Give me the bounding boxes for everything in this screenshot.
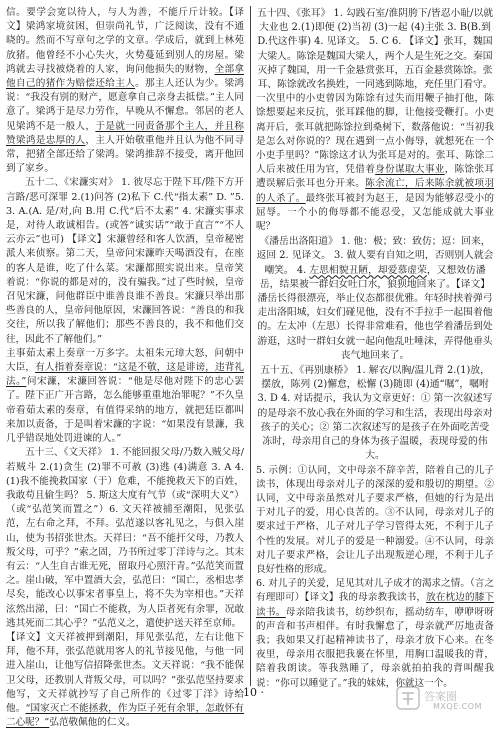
- text-run: 一次里中的小吏曾因为陈馀有过失而用鞭子抽打他，陈馀想要起来反抗，张耳踩他的脚，让他接受鞭打。小吏离开后，张耳就把陈馀拉到桑树下，数落他说：“当初我是怎么对你说的？现在遇到一点小侮辱，就想死在一个小吏手里吗？”陈馀这才认为张耳是对的。张耳、陈馀二人后来被任用为官，凭借着: [256, 93, 494, 176]
- text-run: 主事茹太素上奏章一万多字。太祖朱元璋大怒，问朝中大臣，: [6, 347, 244, 374]
- underlined-phrase: 有人指着奏章说：“这是不敬，这是诽谤，违背礼法。”: [6, 362, 245, 388]
- left-paragraph: [6, 631, 244, 730]
- text-run: 弘范敬佩他的仁义。: [49, 717, 136, 729]
- right-paragraph: [256, 7, 494, 92]
- text-run: 五十二、《宋濂实对》 1. 彼尽忘于陛下耳/陛下方开言路/恶可深罪 2.(1)问答 (2)私下 C.代“指太素” D. ”5. 3. A.(A. 是/对,向 B.用 C.代“后不太素” 4. 宋濂实事求是，对待人敢诚相告。(或答“诚实话”“敢于直言”“不人云亦云”也可) 【译文】宋濂曾经和客人饮酒，皇帝秘密派人来侦察。第二天，皇帝问宋濂昨天喝酒没有，在座的客人是谁，吃了什么菜。宋濂都照实说出来。皇帝笑着说：“你说的都是对的，没有骗我。”过了些时候，皇帝召见宋濂，问他群臣中谁善良谁不善良。宋濂只举出那些善良的人，皇帝问他原因，宋濂回答说：“善良的和我交往，所以我了解他们；那些不善良的，我不和他们交往，因此不了解他们。”: [6, 177, 244, 345]
- text-run: 信。要学会宽以待人，与人为善，不能斤斤计较。【译文】梁鸿家境贫困，但崇尚礼节，广泛阅读，没有不通晓的。然而不写章句之学的文章。学成后，就到上林苑放猪。他曾经不小心失火，火势蔓延到别人的房屋。梁鸿就去寻找被烧着的人家，询问他损失的财物，: [6, 7, 244, 75]
- underlined-phrase: 左思相貌丑陋，却爱慕虚荣: [309, 264, 427, 276]
- text-run: 5. 示例：①认同，文中母亲不辞辛苦，陪着自己的儿子读书，体现出母亲对儿子的深深的爱和殷切的期望。②认同，文中母亲虽然对儿子要求严格，但她的行为是出于对儿子的爱，用心良苦的。③不认同，母亲对儿子的要求过于严格，儿子对儿子学习管得太死，不利于儿子个性的发展。对儿子的爱是一种溺爱。④不认同，母亲对儿子要求严格，会让儿子出现叛逆心理，不利于儿子良好性格的形成。: [256, 464, 494, 575]
- right-paragraph: [256, 464, 494, 578]
- right-column: [256, 6, 495, 689]
- left-paragraph: [6, 176, 244, 346]
- text-run: 最终张耳被封为赵王，是因为能够忍受小的屈辱。一个小的侮辱都不能忍受，又怎能成就大事业呢？: [256, 192, 495, 233]
- text-run: ，又想效仿潘岳，结果被一群妇女吐口水，狼狈地回来了。【译文】潘岳长得很漂亮，举止仪态都很优雅。年轻时挟着弹弓走出洛阳城，妇女们碰见他，没有不手拉手一起围着他的。左太冲（左思）长得非常难看，他也学着潘岳到处游逛，这时一群妇女就一起向他乱吐唾沫，弄得他垂头丧气地回来了。: [257, 264, 493, 361]
- text-run: 五十四、《张耳》 1. 勾践石室/淮阴胯下/皆忍小耻/以就大业也 2.(1)即便 (2)当初 (3)一起 (4)主张 3. B(B.到 D.代这件事) 4. 见译文。 5. C 6. 【译文】张耳，魏国大梁人。陈馀是魏国大梁人，两个人是生死之交。秦国灭掉了魏国，用一千金悬赏张耳，五百金悬赏陈馀。张耳、陈馀就改名换姓，一同逃到陈地，充任里门看守。: [256, 8, 494, 91]
- text-run: 【译文】文天祥被押到潮阳，拜见张弘范，左右让他下拜，他不拜，张弘范就用客人的礼节接见他，与他一同进入崖山，让他写信招降张世杰。文天祥说：“我不能保卫父母，还教别人背叛父母，可以吗？”张弘范坚持要求他写，文天祥就抄写了自己所作的《过零丁洋》诗给他。: [6, 631, 244, 714]
- text-run: 五十三、《文天祥》 1. 不能回报父母/乃数入贼父母/若贼斗 2.(1)贪生 (2)罪不可赦 (3)逃 (4)满意 3. A 4. (1)我不能挽救国家（于）危难，不能挽救天下的百姓，我敢苟且偷生吗？ 5. 斯这大度有气节（或“深明大义”）（或“弘范笑而置之”）6. 文天祥被捕至潮阳，见张弘范，左右命之拜，不拜。弘范遂以客礼见之，与俱入崖山，使为书招张世杰。天祥曰：“吾不能扞父母，乃教人叛父母，可乎？”索之固，乃书所过零丁洋诗与之。其末有云：“人生自古谁无死，留取丹心照汗青。”弘范笑而置之。崖山破，军中置酒大会，弘范曰：“国亡，丞相忠孝尽矣，能改心以事宋者事皇上，将不失为宰相也。”天祥泫然出涕，曰：“国亡不能救，为人臣者死有余罪，况敢逃其死而二其心乎？”弘范义之，遣使护送天祥至京师。: [6, 447, 244, 629]
- text-run: 6. 对儿子的关爱，足见其对儿子成才的渴求之情。（言之有理即可）【译文】我的母亲教我读书，: [256, 578, 494, 604]
- underlined-phrase: 放在枕边的膝下读书。: [256, 592, 495, 618]
- right-paragraph: [256, 235, 494, 363]
- underlined-phrase: 身份谋取大事业: [375, 164, 445, 176]
- underlined-phrase: 全部拿他自己的猪作为赔偿还给主人: [6, 63, 245, 90]
- text-run: ，陈馀张耳遭误解后张耳也分开来。: [256, 164, 495, 190]
- watermark-brand: 答案圈: [424, 690, 457, 703]
- column-divider: [250, 6, 251, 686]
- right-paragraph: [256, 92, 494, 234]
- left-paragraph: [6, 446, 244, 631]
- page-number: · 10 ·: [236, 686, 264, 699]
- left-paragraph: [6, 6, 244, 176]
- underlined-phrase: 陈余流亡，后来陈余就被项羽的人杀了。: [256, 178, 495, 204]
- right-paragraph: [256, 364, 494, 463]
- text-run: 《潘岳出洛阳道》 1. 他：极；致：致仿；逗：回来，返回 2. 见译文。 3. 做人要有自知之明，否则别人就会嘲笑。 4.: [256, 236, 494, 276]
- underlined-phrase: “国家灭亡不能拯救，作为臣子死有余罪，怎敢怀有二心呢？”: [6, 702, 245, 729]
- left-paragraph: [6, 347, 244, 446]
- text-run: 五十五、《再别康桥》 1. 解衣/以胸/温儿背 2.(1)放，摆放，陈列 (2)懈怠，松懈 (3)随即 (4)通“嘱”，嘱咐 3. D 4. 对话提示，我认为文章更好：① 第一次叙述写的是母亲不放心我在外面的学习和生活，表现出母亲对孩子的关心；② 第二次叙述写的是孩子在外面吃苦受冻时，母亲用自己的身体为孩子温暖，表现母爱的伟大。: [257, 365, 493, 462]
- watermark-logo: [396, 685, 492, 711]
- left-column: [6, 6, 245, 729]
- text-run: 母亲陪我读书，纺纱织布，摇动纺车，咿咿呀呀的声音和书声相伴。有时我懈怠了，母亲就严厉地责备我；我如果又打起精神读书了，母亲才放下心来。在冬夜里，母亲用衣服把我裹在怀里，用胸口温暖我的背，陪着我朗读。等我熟睡了，母亲就拍拍我的背叫醒我说：“你可以睡觉了。”我的妹妹，你就这一个。: [256, 606, 495, 689]
- text-run: 问宋濂，宋濂回答说：“他是尽他对陛下的忠心罢了。陛下正广开言路，怎么能够重重地治罪呢？”不久皇帝看茹太素的奏章，有值得采纳的地方，就把廷臣都叫来加以责备，于是叫着宋濂的字说：“如果没有景濂，我几乎错误地处罚进谏的人。”: [6, 376, 245, 445]
- watermark-url: MXQE.COM: [432, 702, 482, 711]
- text-run: 。那主人还认为少。梁鸿说：“我没有别的财产，愿意拿自己亲身去抵偿。”主人同意了。梁鸿于是尽力劳作，早晚从不懈怠。邻居的老人见梁鸿不是一般人，: [6, 78, 245, 132]
- underlined-phrase: 于是就一同责备那个主人，并且称赞梁鸿是忠厚的人: [6, 120, 245, 146]
- text-run: ，主人开始敬重他并且认为他不同寻常，把猪全部还给了梁鸿。梁鸿推辞不接受，离开他回到了家乡。: [6, 134, 245, 175]
- right-paragraph: [256, 577, 494, 691]
